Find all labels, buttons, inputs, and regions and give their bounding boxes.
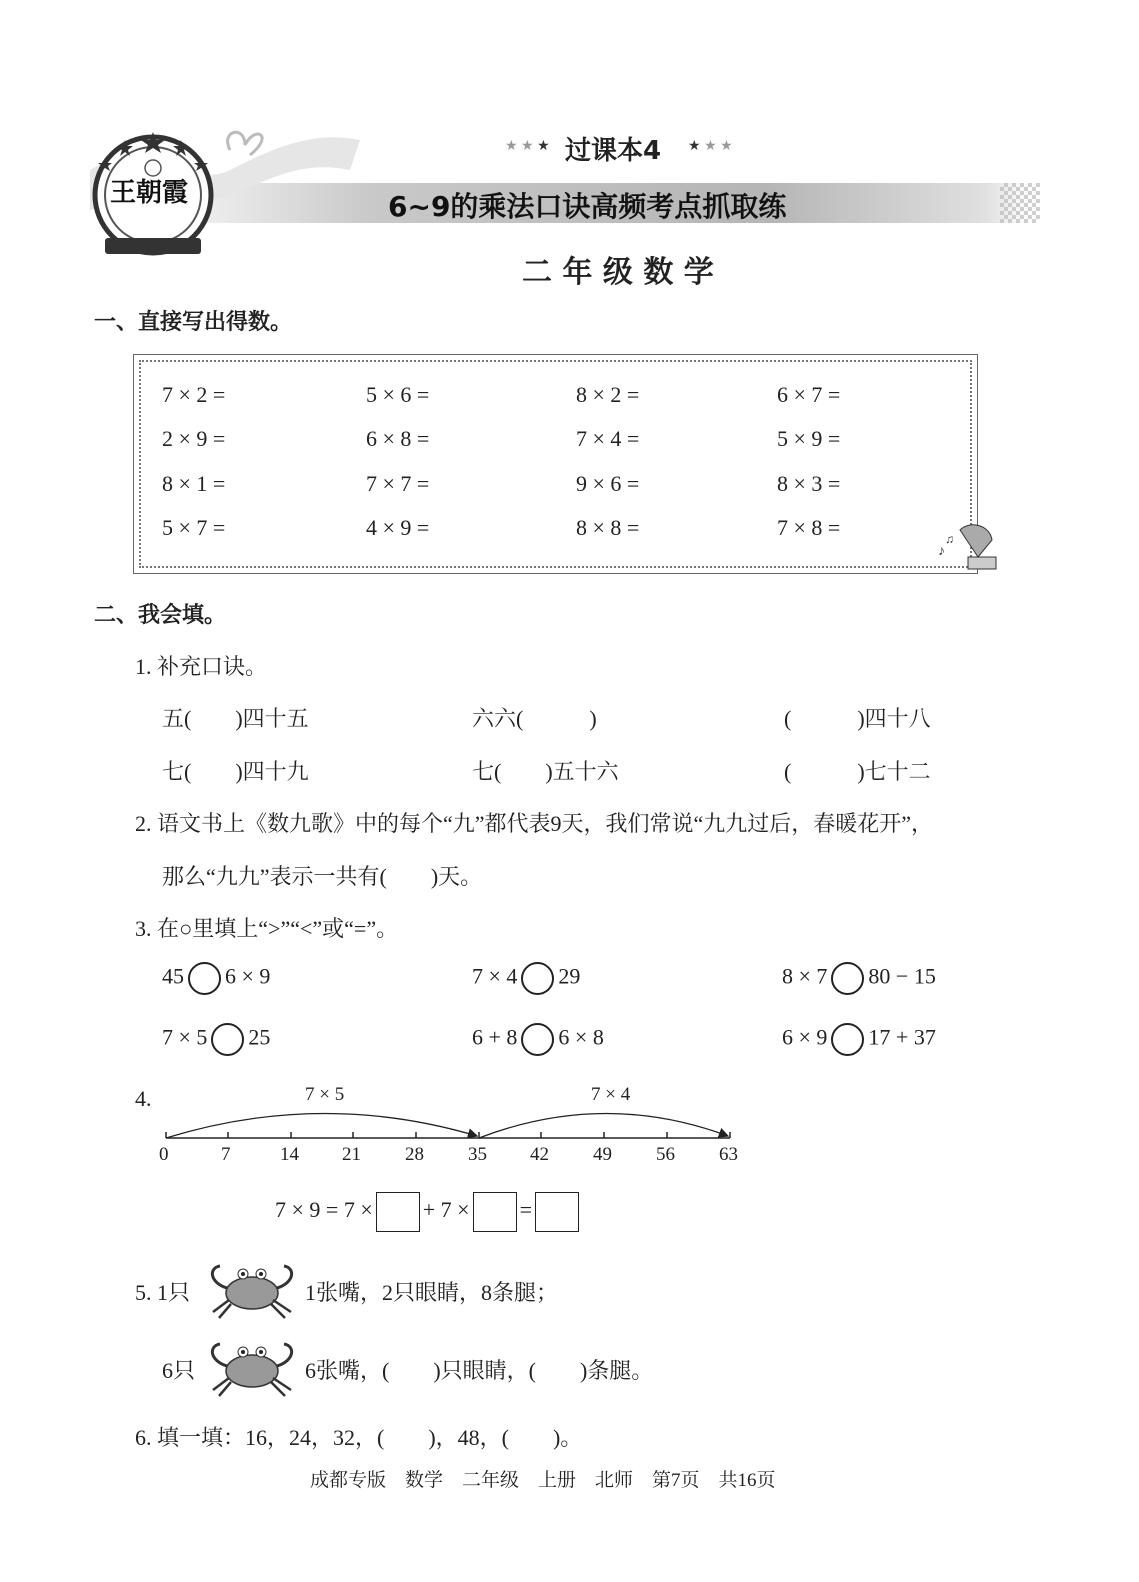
fill-blank-item[interactable]: 五( )四十五 (162, 706, 309, 731)
tick-label: 42 (530, 1144, 549, 1165)
calc-item[interactable]: 7 × 7 = (366, 471, 430, 496)
page-footer: 成都专版 数学 二年级 上册 北师 第7页 共16页 (310, 1470, 776, 1491)
compare-item: 6 + 8 6 × 8 (472, 1023, 604, 1056)
compare-item: 7 × 5 25 (162, 1023, 270, 1056)
calc-item[interactable]: 7 × 4 = (576, 426, 640, 451)
tick-label: 49 (593, 1144, 612, 1165)
calc-item[interactable]: 2 × 9 = (162, 426, 226, 451)
logo-text: 王朝霞 (110, 178, 189, 208)
q2-line2[interactable]: 那么“九九”表示一共有( )天。 (162, 864, 483, 889)
crab-icon (205, 1336, 300, 1398)
q5-line1-prefix: 5. 1只 (135, 1280, 191, 1305)
calc-item[interactable]: 8 × 8 = (576, 515, 640, 540)
gramophone-icon (930, 515, 1000, 575)
calc-item[interactable]: 5 × 7 = (162, 515, 226, 540)
calc-item[interactable]: 8 × 1 = (162, 471, 226, 496)
compare-item: 45 6 × 9 (162, 962, 270, 995)
q1-label: 1. 补充口诀。 (135, 654, 268, 679)
arc1-label: 7 × 5 (305, 1084, 345, 1105)
fill-blank-item[interactable]: ( )四十八 (784, 706, 931, 731)
tick-label: 14 (280, 1144, 299, 1165)
answer-box[interactable] (376, 1192, 420, 1232)
main-title: 6~9的乘法口诀高频考点抓取练 (388, 190, 787, 223)
q6-text[interactable]: 6. 填一填：16，24，32，( )，48，( )。 (135, 1425, 583, 1450)
fill-blank-item[interactable]: 七( )五十六 (472, 759, 619, 784)
section2-title: 二、我会填。 (94, 603, 227, 628)
answer-box[interactable] (535, 1192, 579, 1232)
page-subtitle: 二 年 级 数 学 (522, 255, 714, 290)
number-line (150, 1100, 750, 1145)
tick-label: 56 (656, 1144, 675, 1165)
compare-circle[interactable] (831, 1023, 864, 1056)
q5-line2-text[interactable]: 6张嘴，( )只眼睛，( )条腿。 (305, 1358, 654, 1383)
tick-label: 0 (159, 1144, 169, 1165)
stars-left-icon: ★ ★ ★ (505, 139, 550, 154)
svg-text:♪: ♪ (938, 544, 945, 559)
tick-label: 35 (468, 1144, 487, 1165)
checker-decoration (1000, 183, 1040, 223)
calc-item[interactable]: 8 × 2 = (576, 382, 640, 407)
calc-item[interactable]: 6 × 7 = (777, 382, 841, 407)
calc-item[interactable]: 8 × 3 = (777, 471, 841, 496)
q4-equation: 7 × 9 = 7 × + 7 × = (275, 1192, 582, 1232)
compare-circle[interactable] (188, 962, 221, 995)
calc-item[interactable]: 4 × 9 = (366, 515, 430, 540)
compare-item: 8 × 7 80 − 15 (782, 962, 936, 995)
tick-label: 63 (719, 1144, 738, 1165)
tick-label: 21 (342, 1144, 361, 1165)
compare-circle[interactable] (831, 962, 864, 995)
svg-text:♫: ♫ (945, 532, 954, 546)
calc-item[interactable]: 5 × 6 = (366, 382, 430, 407)
compare-item: 6 × 9 17 + 37 (782, 1023, 936, 1056)
compare-item: 7 × 4 29 (472, 962, 580, 995)
calc-item[interactable]: 7 × 8 = (777, 515, 841, 540)
q4-label: 4. (135, 1086, 152, 1111)
fill-blank-item[interactable]: 六六( ) (472, 706, 597, 731)
fill-blank-item[interactable]: ( )七十二 (784, 759, 931, 784)
fill-blank-item[interactable]: 七( )四十九 (162, 759, 309, 784)
calc-item[interactable]: 6 × 8 = (366, 426, 430, 451)
answer-box[interactable] (473, 1192, 517, 1232)
crab-icon (205, 1258, 300, 1320)
calc-item[interactable]: 7 × 2 = (162, 382, 226, 407)
tick-label: 28 (405, 1144, 424, 1165)
compare-circle[interactable] (521, 1023, 554, 1056)
q2-line1: 2. 语文书上《数九歌》中的每个“九”都代表9天，我们常说“九九过后，春暖花开”， (135, 811, 934, 836)
arc2-label: 7 × 4 (591, 1084, 631, 1105)
q3-label: 3. 在○里填上“>”“<”或“=”。 (135, 916, 399, 941)
stars-right-icon: ★ ★ ★ (688, 139, 733, 154)
series-title: 过课本4 (565, 136, 662, 166)
q5-line1-text: 1张嘴，2只眼睛，8条腿； (305, 1280, 559, 1305)
section1-title: 一、直接写出得数。 (94, 310, 293, 335)
compare-circle[interactable] (211, 1023, 244, 1056)
calc-item[interactable]: 9 × 6 = (576, 471, 640, 496)
compare-circle[interactable] (521, 962, 554, 995)
calc-item[interactable]: 5 × 9 = (777, 426, 841, 451)
q5-line2-prefix: 6只 (162, 1358, 196, 1383)
publisher-logo (90, 120, 220, 260)
tick-label: 7 (221, 1144, 231, 1165)
